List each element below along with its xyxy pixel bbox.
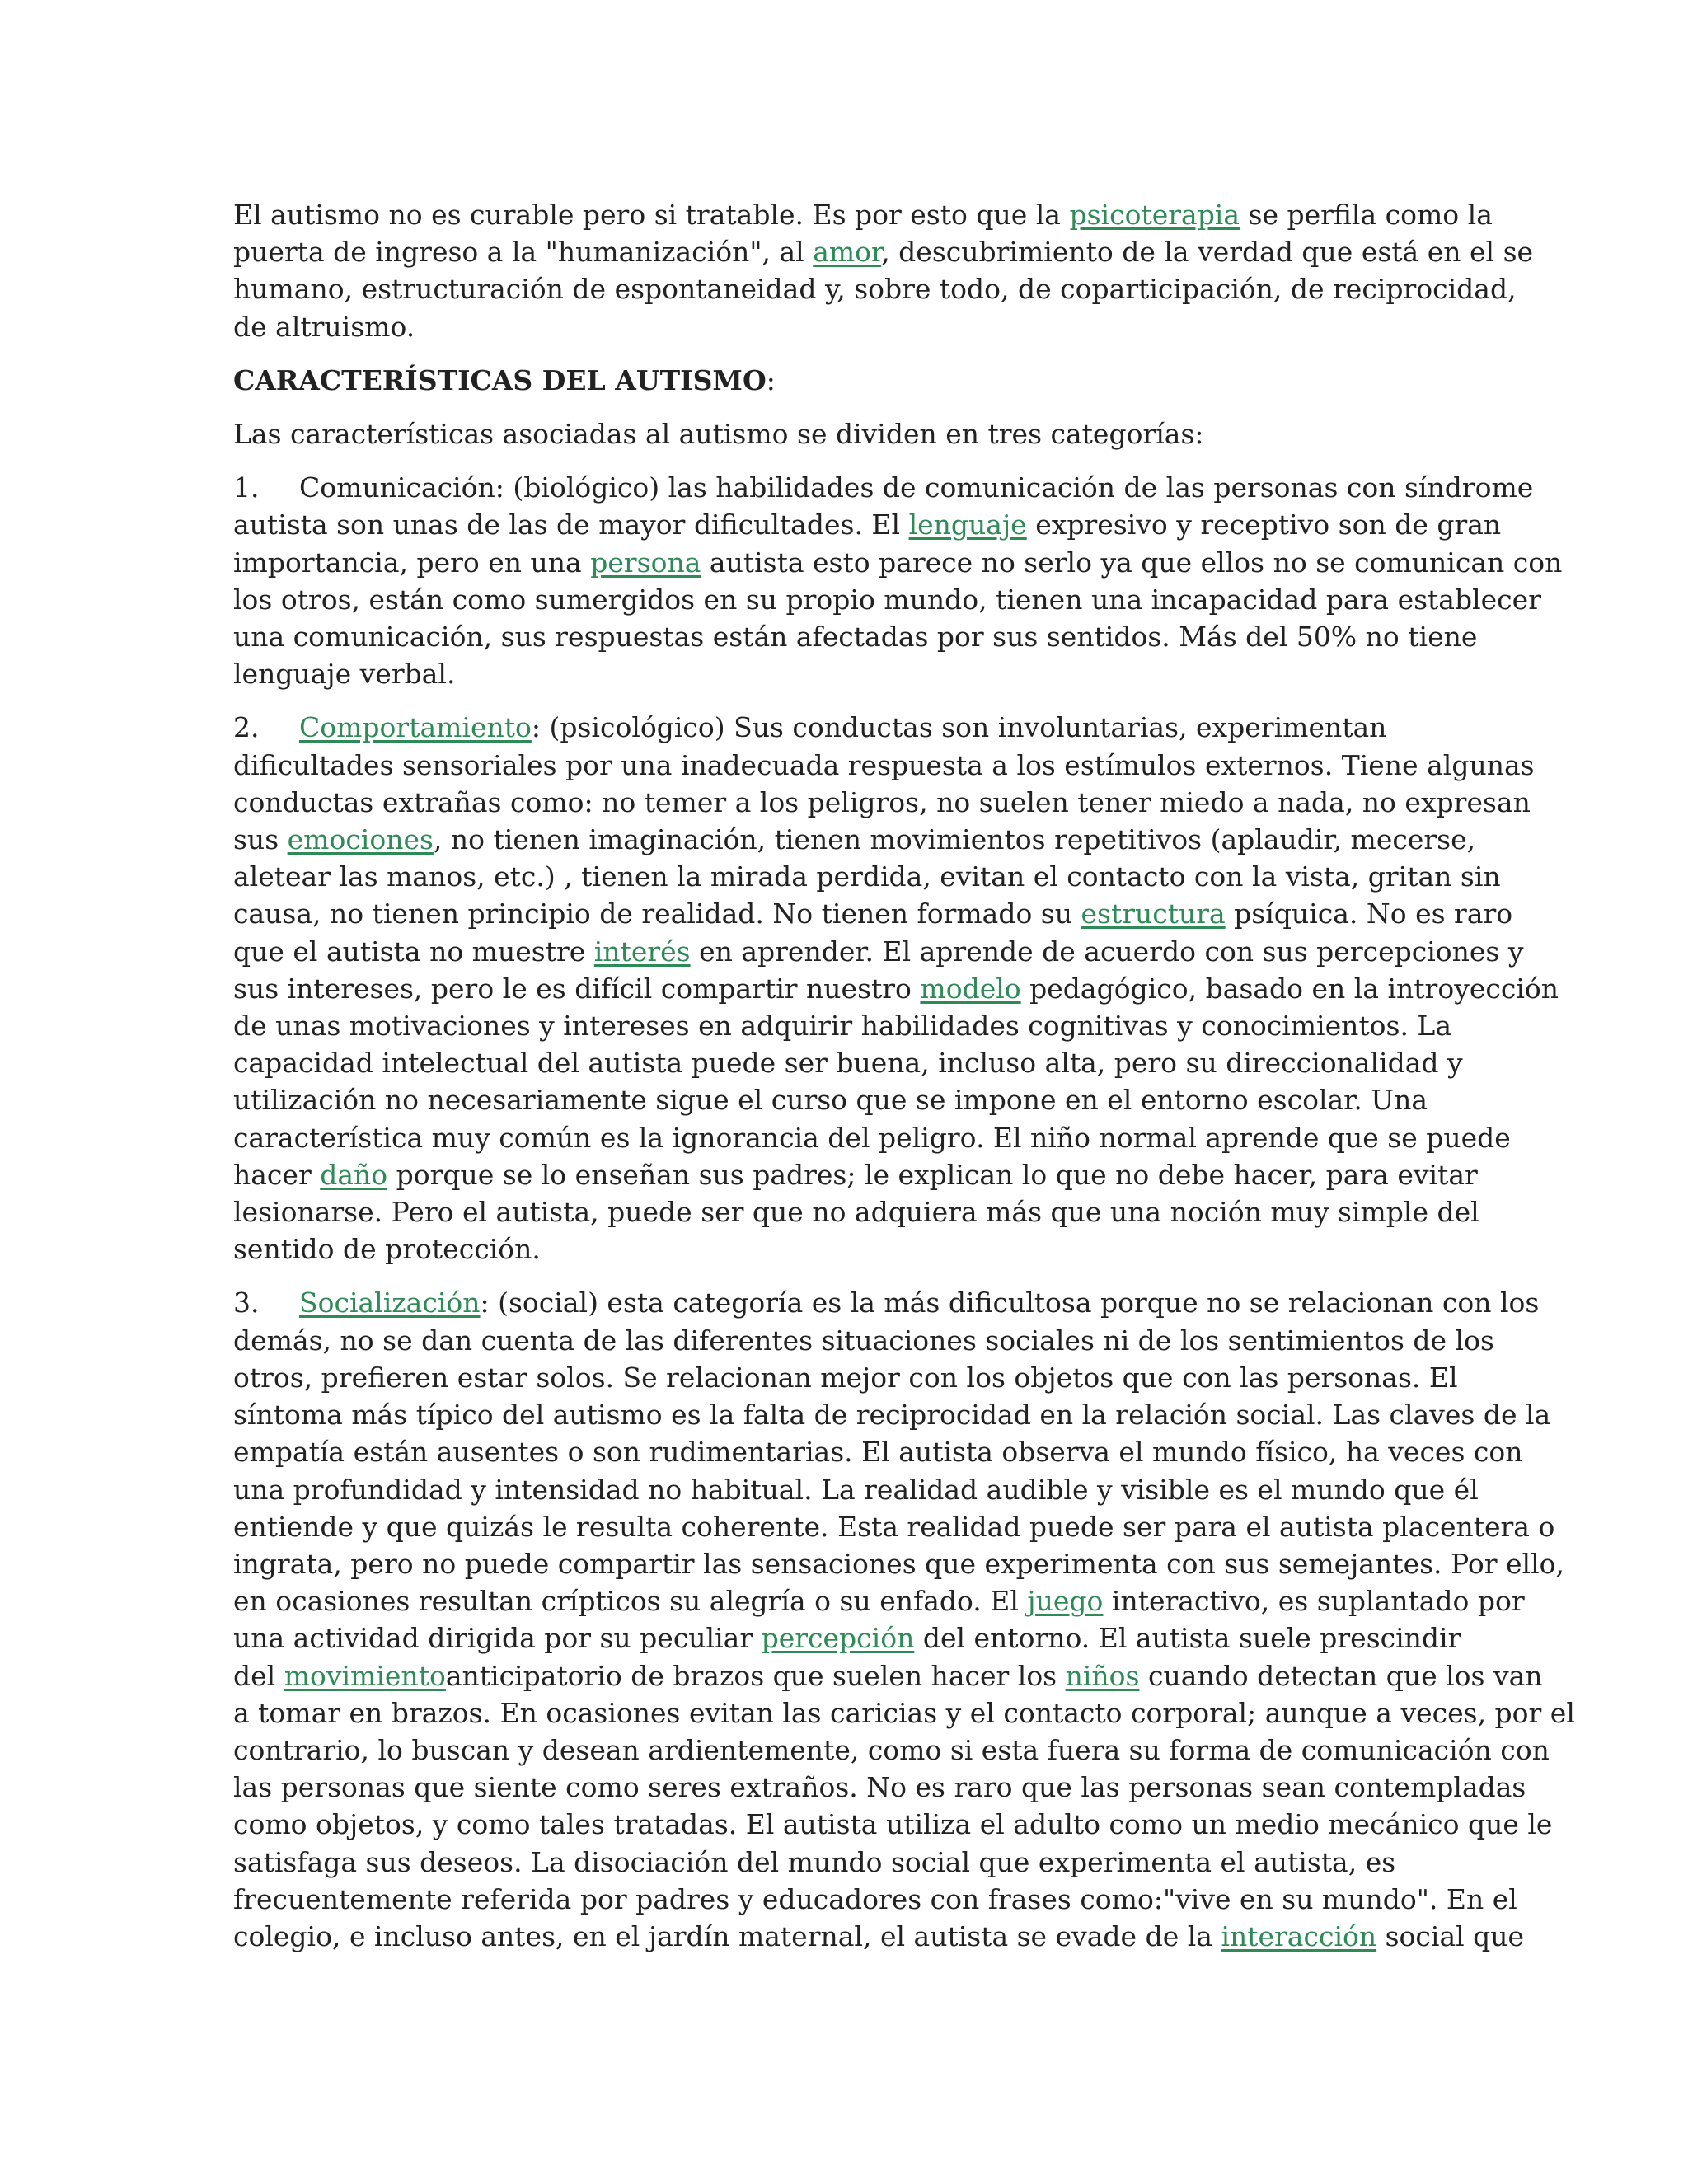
text-line: una profundidad y intensidad no habitual. La realidad audible y visible es el mundo que él [233, 1473, 1479, 1506]
link-movimiento[interactable]: movimiento [284, 1659, 446, 1692]
text-line: importancia, pero en una persona autista esto parece no serlo ya que ellos no se comunican con [233, 546, 1563, 579]
text-line: síntoma más típico del autismo es la falta de reciprocidad en la relación social. Las claves de la [233, 1399, 1551, 1432]
text-line: El autismo no es curable pero si tratable. Es por esto que la psicoterapia se perfila como la [233, 199, 1493, 231]
text-line: en ocasiones resultan crípticos su alegría o su enfado. El juego interactivo, es suplantado por [233, 1585, 1525, 1618]
text-line: dificultades sensoriales por una inadecuada respuesta a los estímulos externos. Tiene algunas [233, 748, 1535, 781]
text-line: de unas motivaciones y intereses en adquirir habilidades cognitivas y conocimientos. La [233, 1010, 1452, 1043]
text-line: puerta de ingreso a la "humanización", al amor, descubrimiento de la verdad que está en el se [233, 236, 1534, 269]
text-line: otros, prefieren estar solos. Se relacionan mejor con los objetos que con las personas. El [233, 1361, 1458, 1394]
text-line: sus intereses, pero le es difícil compartir nuestro modelo pedagógico, basado en la introyección [233, 972, 1559, 1005]
text-line: humano, estructuración de espontaneidad y, sobre todo, de coparticipación, de reciprocidad, [233, 273, 1517, 306]
text-line: lenguaje verbal. [233, 658, 456, 691]
heading-text: CARACTERÍSTICAS DEL AUTISMO [233, 363, 767, 396]
text-line: aletear las manos, etc.) , tienen la mirada perdida, evitan el contacto con la vista, gritan sin [233, 860, 1501, 893]
text-line: una comunicación, sus respuestas están afectadas por sus sentidos. Más del 50% no tiene [233, 621, 1478, 654]
text-line: utilización no necesariamente sigue el curso que se impone en el entorno escolar. Una [233, 1084, 1428, 1117]
text-line: característica muy común es la ignorancia del peligro. El niño normal aprende que se puede [233, 1121, 1511, 1154]
link-estructura[interactable]: estructura [1081, 898, 1226, 930]
lead-paragraph [233, 415, 1470, 452]
text-line: ingrata, pero no puede compartir las sensaciones que experimenta con sus semejantes. Por ello, [233, 1547, 1565, 1580]
text-line: de altruismo. [233, 310, 415, 343]
text-line: satisfaga sus deseos. La disociación del mundo social que experimenta el autista, es [233, 1845, 1396, 1878]
text-line: frecuentemente referida por padres y educadores con frases como:"vive en su mundo". En el [233, 1882, 1517, 1915]
link-psicoterapia[interactable]: psicoterapia [1069, 199, 1240, 231]
link-comportamiento[interactable]: Comportamiento [299, 711, 532, 744]
text-line: sentido de protección. [233, 1233, 541, 1266]
text-line: del movimientoanticipatorio de brazos que suelen hacer los niños cuando detectan que los van [233, 1659, 1543, 1692]
text-line: Las características asociadas al autismo se dividen en tres categorías: [233, 418, 1204, 451]
text-line: una actividad dirigida por su peculiar percepción del entorno. El autista suele prescindir [233, 1622, 1461, 1655]
text-line: lesionarse. Pero el autista, puede ser que no adquiera más que una noción muy simple del [233, 1196, 1479, 1229]
item-number: 2. [233, 711, 260, 744]
text-line: demás, no se dan cuenta de las diferentes situaciones sociales ni de los sentimientos de los [233, 1324, 1494, 1357]
list-item-comunicacion [233, 469, 1563, 692]
link-ninos[interactable]: niños [1065, 1659, 1140, 1692]
text-line: hacer daño porque se lo enseñan sus padres; le explican lo que no debe hacer, para evitar [233, 1158, 1478, 1191]
text-line: empatía están ausentes o son rudimentarias. El autista observa el mundo físico, ha veces con [233, 1436, 1523, 1469]
text-line: que el autista no muestre interés en aprender. El aprende de acuerdo con sus percepciones y [233, 935, 1524, 968]
text-line: 1. Comunicación: (biológico) las habilidades de comunicación de las personas con síndrome [233, 469, 1470, 506]
item-number: 3. [233, 1286, 260, 1319]
intro-paragraph [233, 196, 1534, 345]
text-line: capacidad intelectual del autista puede ser buena, incluso alta, pero su direccionalidad y [233, 1047, 1463, 1080]
text-line: los otros, están como sumergidos en su propio mundo, tienen una incapacidad para establecer [233, 583, 1541, 616]
link-amor[interactable]: amor [813, 236, 882, 269]
link-juego[interactable]: juego [1027, 1585, 1104, 1618]
text-line: 2. Comportamiento: (psicológico) Sus conductas son involuntarias, experimentan [233, 709, 1470, 746]
link-dano[interactable]: daño [320, 1158, 388, 1191]
text-line: contrario, lo buscan y desean ardientemente, como si esta fuera su forma de comunicación con [233, 1733, 1550, 1766]
link-modelo[interactable]: modelo [920, 972, 1021, 1005]
link-lenguaje[interactable]: lenguaje [908, 509, 1027, 541]
text-line: entiende y que quizás le resulta coherente. Esta realidad puede ser para el autista placentera o [233, 1510, 1555, 1543]
link-percepcion[interactable]: percepción [761, 1622, 915, 1655]
link-persona[interactable]: persona [590, 546, 701, 579]
text-line: 3. Socialización: (social) esta categoría es la más dificultosa porque no se relacionan con los [233, 1284, 1470, 1321]
link-socializacion[interactable]: Socialización [299, 1286, 481, 1319]
section-heading [233, 362, 1470, 399]
link-interaccion[interactable]: interacción [1221, 1919, 1377, 1952]
text-line: a tomar en brazos. En ocasiones evitan las caricias y el contacto corporal; aunque a veces, por el [233, 1696, 1575, 1729]
text-line: sus emociones, no tienen imaginación, tienen movimientos repetitivos (aplaudir, mecerse, [233, 823, 1476, 856]
text-line: autista son unas de las de mayor dificultades. El lenguaje expresivo y receptivo son de gran [233, 509, 1502, 541]
document-page [233, 196, 1575, 1971]
item-number: 1. [233, 471, 260, 504]
text-line: como objetos, y como tales tratadas. El autista utiliza el adulto como un medio mecánico que le [233, 1808, 1553, 1841]
link-interes[interactable]: interés [593, 935, 691, 968]
text-line: colegio, e incluso antes, en el jardín maternal, el autista se evade de la interacción social que [233, 1919, 1525, 1952]
text-line: causa, no tienen principio de realidad. No tienen formado su estructura psíquica. No es raro [233, 898, 1513, 930]
heading-colon: : [766, 363, 776, 396]
link-emociones[interactable]: emociones [287, 823, 434, 856]
list-item-socializacion [233, 1284, 1575, 1955]
text-line: las personas que siente como seres extraños. No es raro que las personas sean contempladas [233, 1771, 1526, 1804]
text-line: conductas extrañas como: no temer a los peligros, no suelen tener miedo a nada, no expresan [233, 785, 1531, 818]
list-item-comportamiento [233, 709, 1559, 1268]
